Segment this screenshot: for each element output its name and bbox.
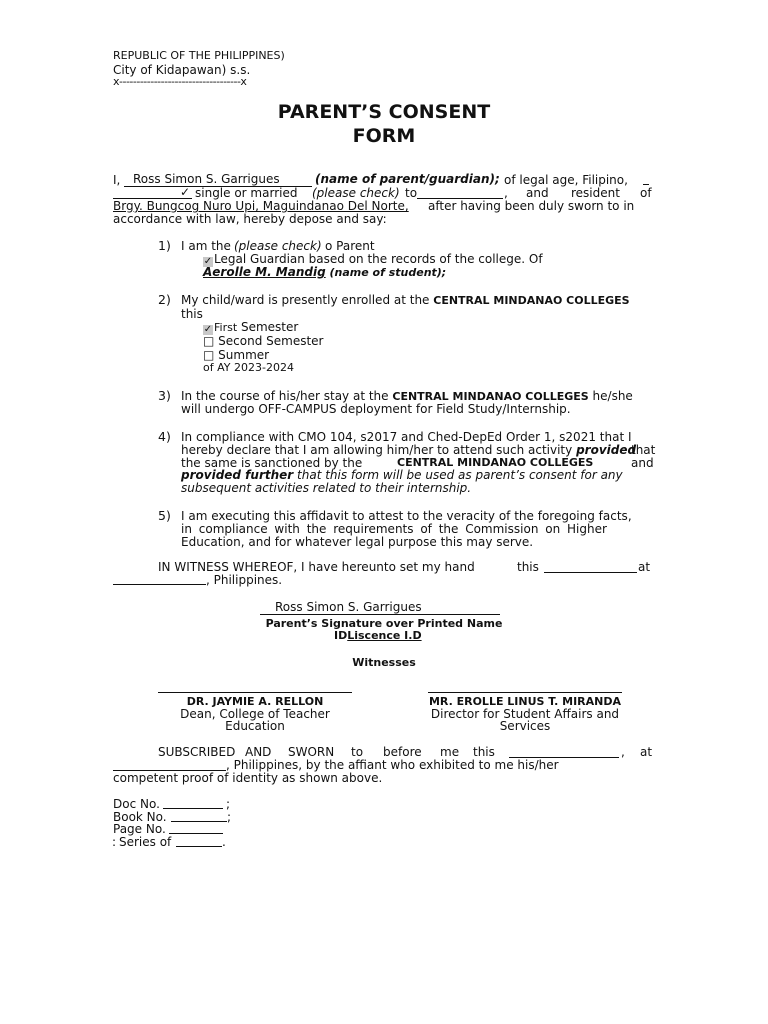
intro-single-married: single or married [195,186,298,200]
notary-doc-line [163,808,223,809]
subscribed-before: before [383,745,422,759]
witness-1-signature-line [158,692,352,693]
witness-1-title-2: Education [225,719,285,733]
intro-of: of [640,186,652,200]
semester-first-row [203,320,298,335]
intro-and: and [526,186,549,200]
item-4-that: that [631,443,656,457]
first-semester-checkbox-icon: ✓ [203,324,213,335]
item-4-school: CENTRAL MINDANAO COLLEGES [397,456,594,469]
witness-line-1: IN WITNESS WHEREOF, I have hereunto set my hand [158,560,475,574]
academic-year: of AY 2023-2024 [203,361,294,374]
notary-book-end: ; [227,810,232,824]
item-5-line-2: in compliance with the requirements of the Commission on Higher [181,522,607,536]
status-check: ✓ [180,185,191,199]
item-2-text-main: My child/ward is presently enrolled at the [181,293,430,307]
item-4-provided-further: provided further [181,468,294,482]
signature-line [260,614,500,615]
header-line-3: x-----------------------------------x [113,75,247,88]
item-2-school: CENTRAL MINDANAO COLLEGES [433,294,630,307]
intro-resident: resident [571,186,620,200]
item-4-line-4-text: that this form will be used as parent’s consent for any [297,468,623,482]
student-name-label: (name of student); [329,266,447,279]
item-2-this: this [181,307,203,321]
item-3-line-1 [181,389,633,403]
item-4-line-2a: hereby declare that I am allowing him/her to attend such activity [181,443,573,457]
item-3-line-2: will undergo OFF-CAMPUS deployment for Field Study/Internship. [181,402,571,416]
subscribed-word: SUBSCRIBED [158,745,236,759]
witness-philippines: , Philippines. [206,573,283,587]
notary-book-line [171,821,227,822]
subscribed-me: me [440,745,460,759]
notary-series-prefix: : [112,835,117,849]
subscribed-sworn: SWORN [288,745,335,759]
subscribed-line-3: competent proof of identity as shown above. [113,771,383,785]
item-3-school: CENTRAL MINDANAO COLLEGES [392,390,589,403]
item-1-please-check: (please check) [234,239,322,253]
intro-line-4: accordance with law, hereby depose and say: [113,212,387,226]
item-2-text [181,293,630,307]
parent-name-label: (name of parent/guardian); [315,172,500,186]
signature-id-prefix: ID [334,629,348,642]
item-1-text-a: I am the [181,239,231,253]
intro-to: to [405,186,418,200]
signature-id-value: Liscence I.D [347,629,422,642]
item-4-line-2 [181,443,636,457]
item-5-line-3: Education, and for whatever legal purpose this may serve. [181,535,534,549]
witness-date-line [544,572,637,573]
subscribed-comma: , [621,745,625,759]
item-3-text-b: he/she [592,389,633,403]
item-5-line-1: I am executing this affidavit to attest to the veracity of the foregoing facts, [181,509,632,523]
witness-2-title-1: Director for Student Affairs and [430,707,620,721]
item-4-and: and [631,456,654,470]
notary-page-label: Page No. [113,822,166,836]
page-title-line-2: FORM [352,125,416,147]
semester-summer-row: □ Summer [203,348,270,362]
item-3-number: 3) [158,388,171,403]
semester-label: Semester [240,320,299,334]
witness-2-signature-line [428,692,622,693]
intro-address: Brgy. Bungcog Nuro Upi, Maguindanao Del Norte, [113,199,409,213]
guardian-checkbox-icon: ✓ [203,256,213,267]
witness-2-name: MR. EROLLE LINUS T. MIRANDA [428,695,622,708]
notary-book-label: Book No. [113,810,167,824]
notary-series-end: . [222,835,226,849]
item-1-parent-option: o Parent [325,239,375,253]
witness-1-title-1: Dean, College of Teacher [180,707,330,721]
item-4-number: 4) [158,429,171,444]
item-4-line-5: subsequent activities related to their internship. [181,481,472,495]
notary-series-label: Series of [119,835,172,849]
item-5-number: 5) [158,508,171,523]
header-line-2: City of Kidapawan) s.s. [113,63,251,77]
intro-please-check: (please check) [312,186,400,200]
item-4-line-3a: the same is sanctioned by the [181,456,363,470]
item-4-provided: provided [576,443,637,457]
subscribed-at: at [640,745,653,759]
witness-2-title-2: Services [499,719,551,733]
item-1-guardian: Legal Guardian based on the records of the college. Of [214,252,543,266]
witness-1-name: DR. JAYMIE A. RELLON [186,695,324,708]
item-2-number: 2) [158,292,171,307]
witness-this: this [517,560,539,574]
notary-page-line [169,833,223,834]
header-line-1: REPUBLIC OF THE PHILIPPINES) [113,49,285,62]
notary-doc-end: ; [226,797,231,811]
item-3-text-a: In the course of his/her stay at the [181,389,389,403]
signature-id [334,629,422,642]
notary-doc-label: Doc No. [113,797,160,811]
subscribed-and: AND [245,745,272,759]
witnesses-heading: Witnesses [352,656,416,669]
signature-label: Parent’s Signature over Printed Name [265,617,503,630]
subscribed-this: this [473,745,495,759]
intro-legal-age: of legal age, Filipino, [504,173,628,187]
parent-name: Ross Simon S. Garrigues [133,172,280,186]
notary-series-line [176,846,222,847]
signature-name: Ross Simon S. Garrigues [275,600,422,614]
intro-after: after having been duly sworn to in [428,199,635,213]
comma: , [504,186,508,200]
witness-place-line [113,584,206,585]
subscribed-line-2: , Philippines, by the affiant who exhibited to me his/her [226,758,559,772]
page-title: PARENT’S CONSENT [277,101,491,123]
first-label: First [214,321,238,334]
intro-i: I, [113,173,121,187]
intro-trailing-line [643,184,649,185]
witness-at: at [638,560,651,574]
subscribed-to: to [351,745,364,759]
item-4-line-4 [181,468,623,482]
student-name: Aerolle M. Mandig [203,265,326,279]
item-4-line-1: In compliance with CMO 104, s2017 and Ched-DepEd Order 1, s2021 that I [181,430,632,444]
semester-second-row: □ Second Semester [203,334,324,348]
item-1-number: 1) [158,238,171,253]
item-1-student-row [203,265,446,279]
